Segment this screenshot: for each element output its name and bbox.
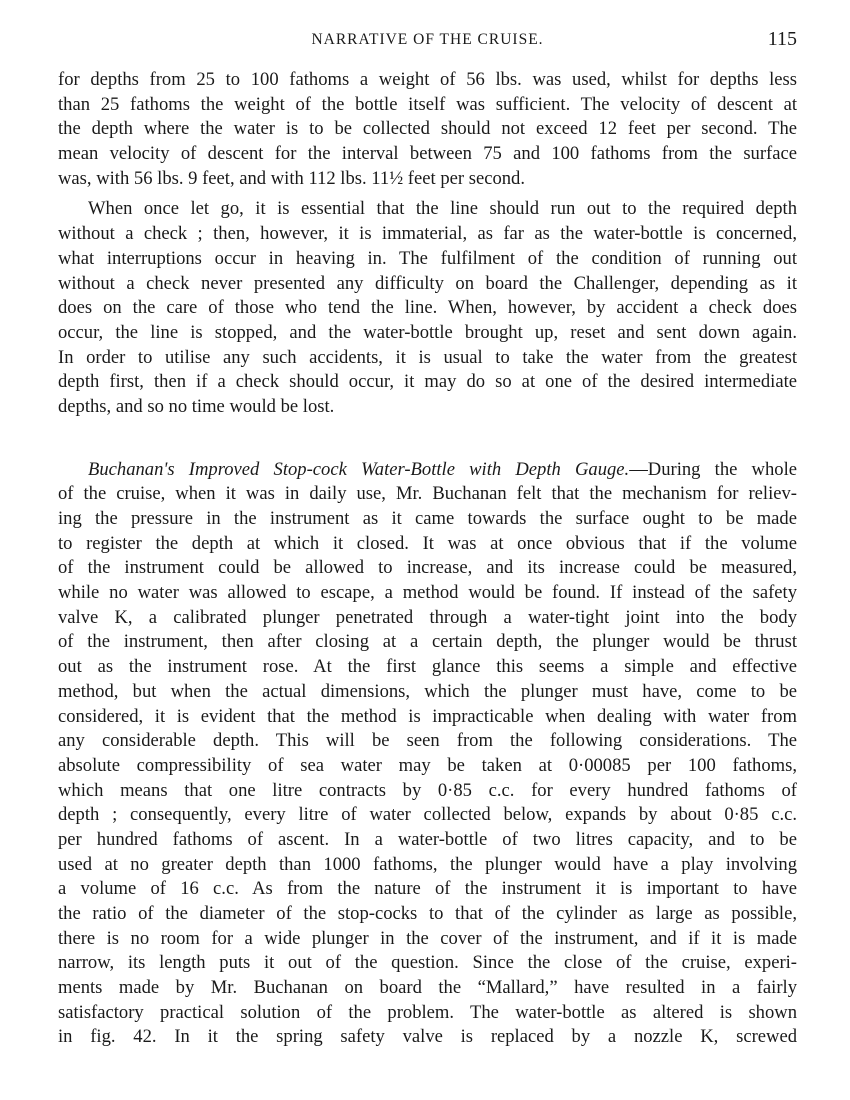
text-line: satisfactory practical solution of the problem. The water-bottle as altered is shown bbox=[58, 1001, 797, 1023]
text-line: does on the care of those who tend the line. When, however, by accident a check does bbox=[58, 297, 797, 319]
page-body bbox=[58, 68, 797, 1050]
text-line: the ratio of the diameter of the stop-cocks to that of the cylinder as large as possible, bbox=[58, 903, 797, 924]
text-line: considered, it is evident that the method is impracticable when dealing with water from bbox=[58, 705, 797, 727]
paragraph bbox=[58, 68, 797, 191]
text-line: of the instrument, then after closing at a certain depth, the plunger would be thrust bbox=[58, 631, 797, 653]
running-head bbox=[58, 28, 797, 52]
text-line: there is no room for a wide plunger in the cover of the instrument, and if it is made bbox=[58, 927, 797, 949]
text-line: the depth where the water is to be collected should not exceed 12 feet per second. The bbox=[58, 118, 797, 140]
text-line: what interruptions occur in heaving in. The fulfilment of the condition of running out bbox=[58, 247, 797, 269]
text-line: method, but when the actual dimensions, which the plunger must have, come to be bbox=[58, 680, 797, 702]
text-line: while no water was allowed to escape, a method would be found. If instead of the safety bbox=[58, 582, 797, 604]
text-line: a volume of 16 c.c. As from the nature of the instrument it is important to have bbox=[58, 878, 797, 900]
text-line: for depths from 25 to 100 fathoms a weight of 56 lbs. was used, whilst for depths less bbox=[58, 69, 797, 90]
paragraph bbox=[58, 458, 797, 1051]
text-line: in fig. 42. In it the spring safety valve is replaced by a nozzle K, screwed bbox=[58, 1026, 797, 1048]
text-line: of the instrument could be allowed to increase, and its increase could be measured, bbox=[58, 557, 797, 579]
running-title: NARRATIVE OF THE CRUISE. bbox=[311, 31, 544, 48]
text-line: occur, the line is stopped, and the water-bottle brought up, reset and sent down again. bbox=[58, 321, 797, 343]
text-line: depth ; consequently, every litre of water collected below, expands by about 0·85 c.c. bbox=[58, 804, 797, 826]
text-line: to register the depth at which it closed. It was at once obvious that if the volume bbox=[58, 532, 797, 554]
heading-continuation: —During the whole bbox=[629, 458, 797, 480]
text-line: ing the pressure in the instrument as it came towards the surface ought to be made bbox=[58, 508, 797, 529]
text-line: any considerable depth. This will be seen from the following considerations. The bbox=[58, 730, 797, 752]
text-line: depths, and so no time would be lost. bbox=[58, 395, 335, 417]
text-line: used at no greater depth than 1000 fathoms, the plunger would have a play involving bbox=[58, 853, 797, 875]
page-number: 115 bbox=[767, 28, 797, 50]
text-line: which means that one litre contracts by 0·85 c.c. for every hundred fathoms of bbox=[58, 779, 797, 801]
text-line: out as the instrument rose. At the first glance this seems a simple and effective bbox=[58, 656, 797, 678]
section-heading: Buchanan's Improved Stop-cock Water-Bottle with Depth Gauge. bbox=[88, 458, 630, 480]
paragraph bbox=[58, 197, 797, 419]
text-line: valve K, a calibrated plunger penetrated through a water-tight joint into the body bbox=[58, 606, 797, 628]
text-line bbox=[58, 458, 797, 483]
text-line: was, with 56 lbs. 9 feet, and with 112 lbs. 11½ feet per second. bbox=[58, 167, 525, 189]
text-line: of the cruise, when it was in daily use, Mr. Buchanan felt that the mechanism for reliev- bbox=[58, 483, 797, 505]
text-line: without a check ; then, however, it is immaterial, as far as the water-bottle is concerned, bbox=[58, 223, 797, 245]
text-line: without a check never presented any difficulty on board the Challenger, depending as it bbox=[58, 272, 797, 294]
text-line: In order to utilise any such accidents, it is usual to take the water from the greatest bbox=[58, 346, 797, 368]
text-line: per hundred fathoms of ascent. In a water-bottle of two litres capacity, and to be bbox=[58, 828, 797, 850]
text-line: When once let go, it is essential that the line should run out to the required depth bbox=[88, 198, 797, 220]
text-line: absolute compressibility of sea water may be taken at 0·00085 per 100 fathoms, bbox=[58, 754, 797, 776]
text-line: depth first, then if a check should occur, it may do so at one of the desired intermediate bbox=[58, 371, 797, 393]
text-line: ments made by Mr. Buchanan on board the “Mallard,” have resulted in a fairly bbox=[58, 977, 797, 999]
text-line: than 25 fathoms the weight of the bottle itself was sufficient. The velocity of descent at bbox=[58, 93, 797, 115]
text-line: mean velocity of descent for the interval between 75 and 100 fathoms from the surface bbox=[58, 143, 797, 165]
text-line: narrow, its length puts it out of the question. Since the close of the cruise, experi- bbox=[58, 952, 797, 974]
